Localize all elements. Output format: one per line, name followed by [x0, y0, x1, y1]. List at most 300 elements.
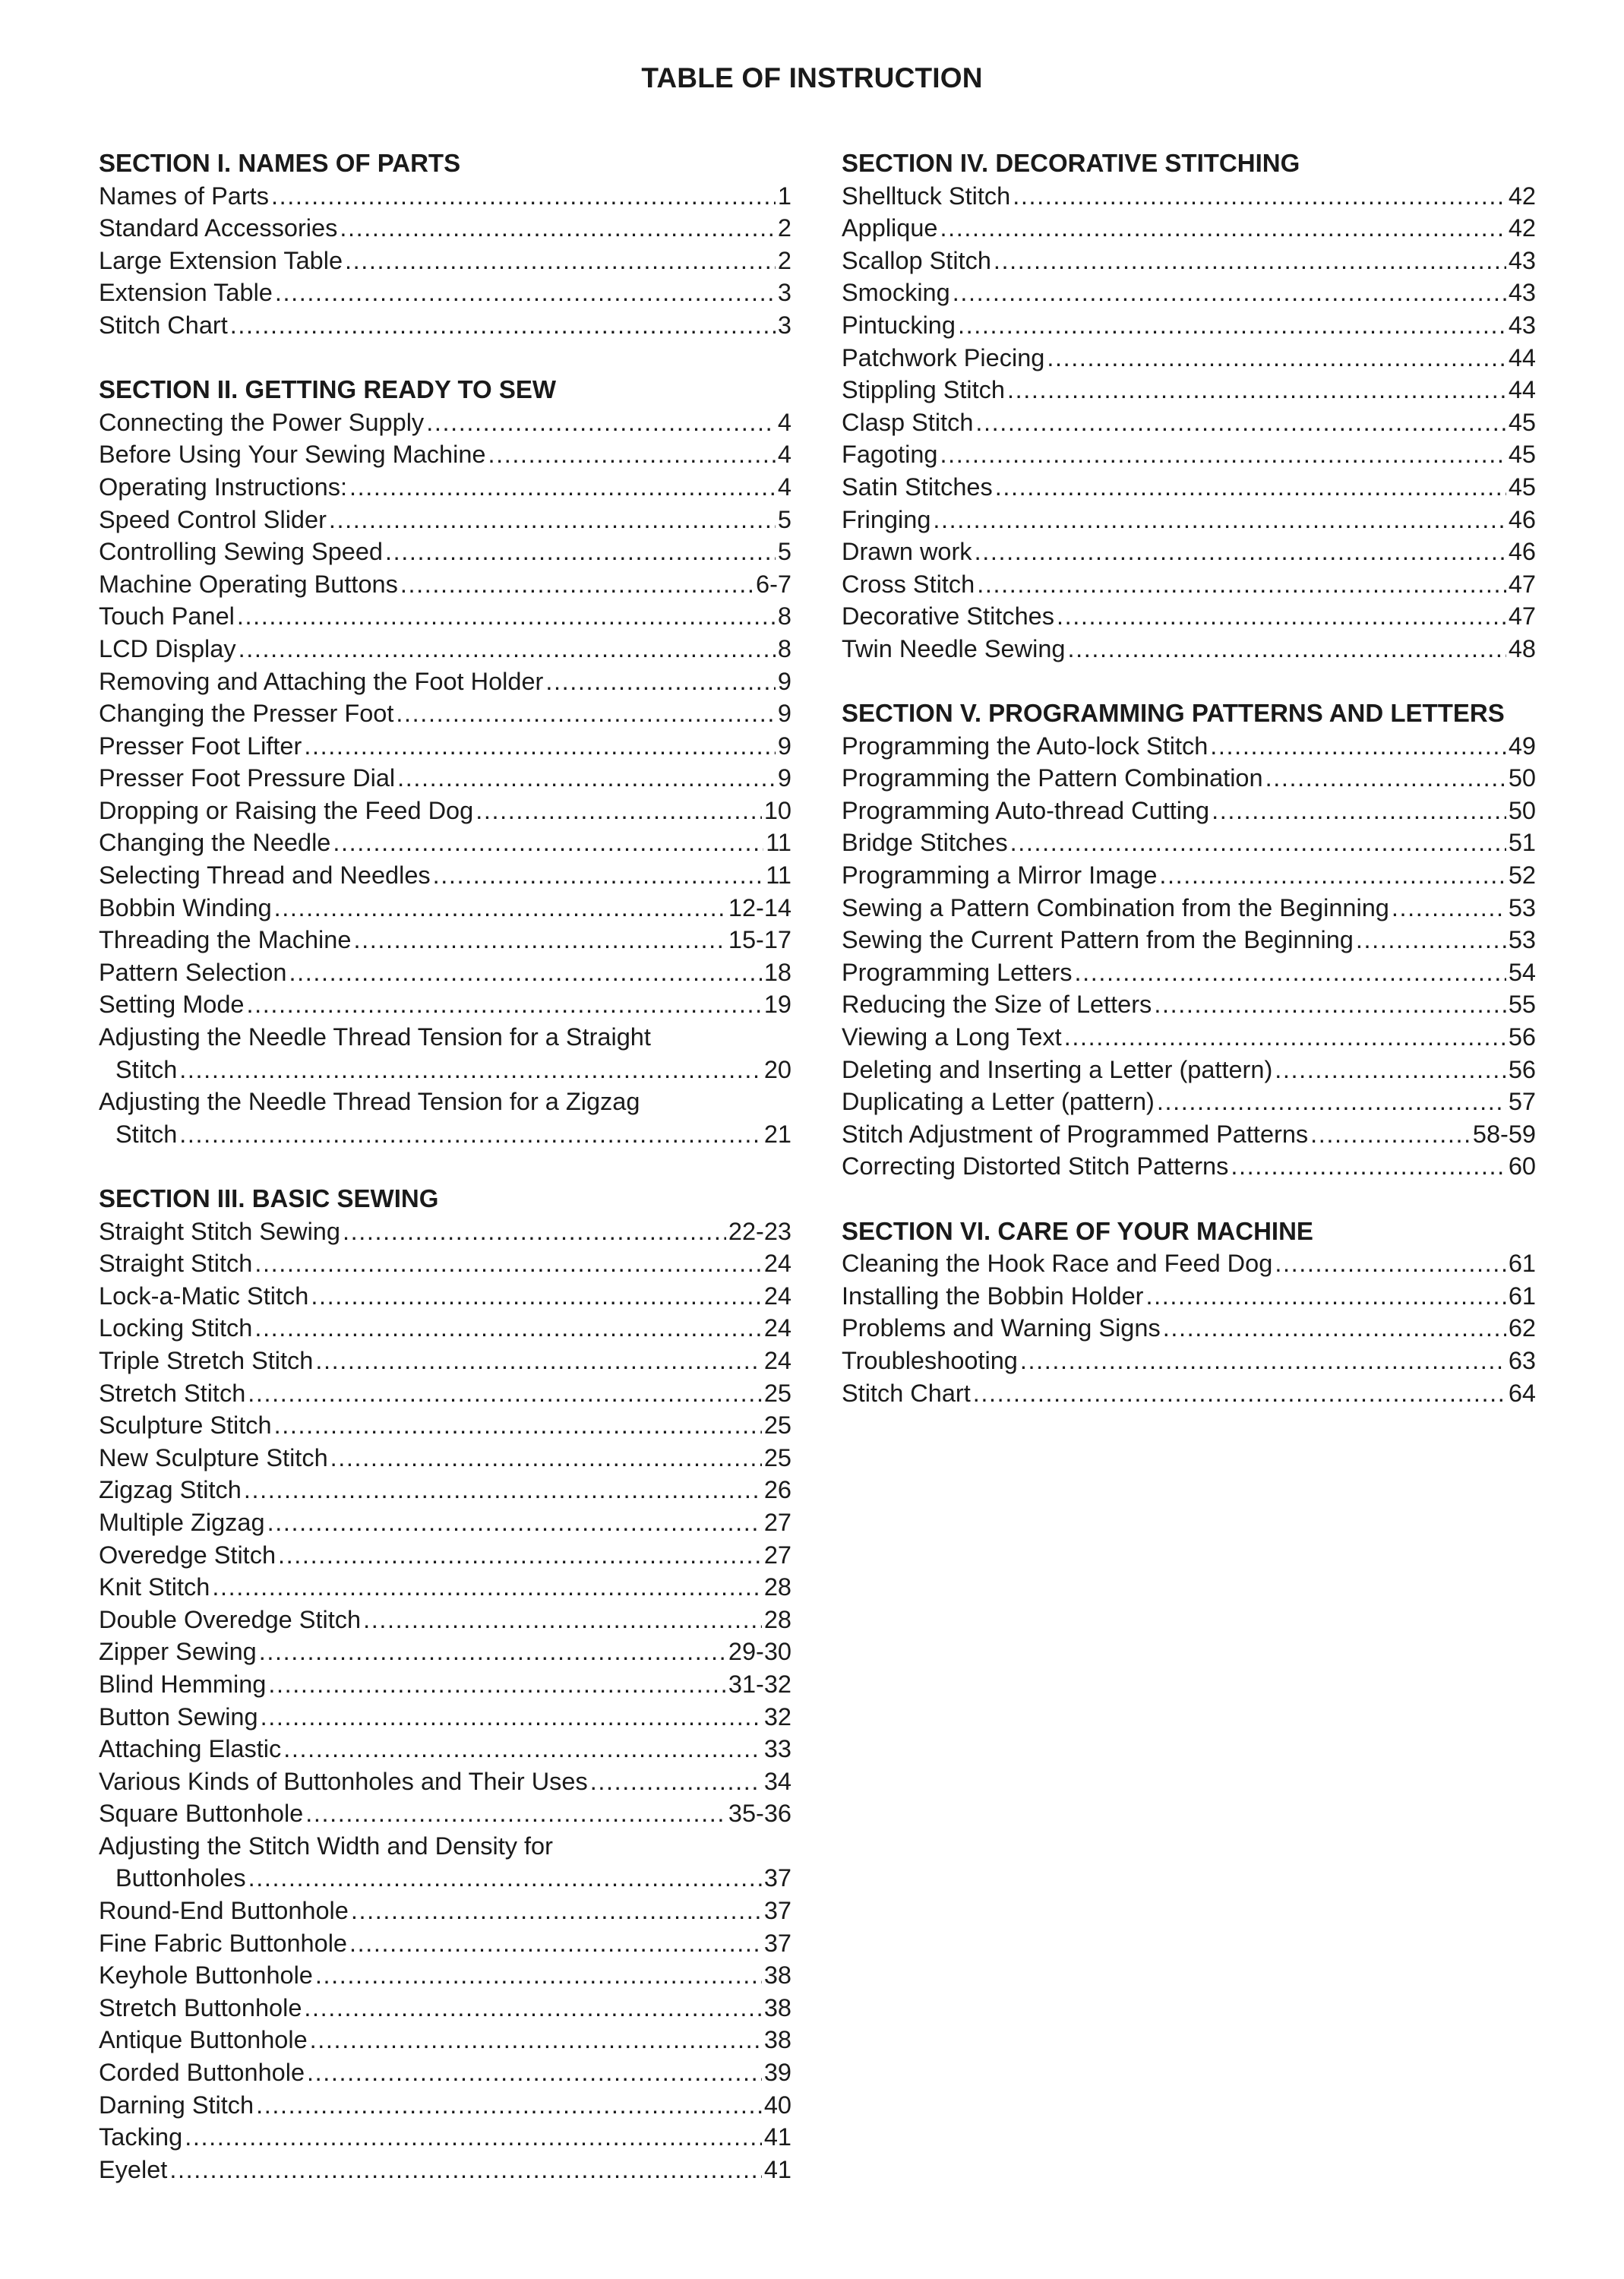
page-number: 37	[763, 1864, 791, 1892]
toc-entry	[842, 1118, 1536, 1151]
toc-entry	[99, 1345, 791, 1377]
toc-entry-label: Changing the Needle	[99, 829, 331, 857]
page-number: 5	[777, 505, 791, 533]
toc-entry-label: Deleting and Inserting a Letter (pattern)	[842, 1055, 1273, 1083]
dot-leader	[289, 956, 762, 989]
toc-entry-label: Stretch Stitch	[99, 1379, 246, 1407]
dot-leader	[239, 633, 776, 665]
page-number: 55	[1508, 991, 1536, 1019]
toc-entry-label: Viewing a Long Text	[842, 1023, 1062, 1051]
page-number: 31-32	[728, 1670, 791, 1698]
dot-leader	[1231, 1150, 1506, 1183]
page-number: 20	[763, 1055, 791, 1083]
page-number: 28	[763, 1605, 791, 1633]
toc-section	[99, 1183, 791, 2186]
page-number: 2	[777, 214, 791, 242]
page-number: 43	[1508, 246, 1536, 274]
toc-entry	[842, 762, 1536, 795]
toc-entry-label: Triple Stretch Stitch	[99, 1346, 314, 1374]
page-number: 60	[1508, 1152, 1536, 1181]
toc-entry-label: Double Overedge Stitch	[99, 1605, 362, 1633]
section-heading: SECTION III. BASIC SEWING	[99, 1184, 439, 1212]
page-number: 25	[763, 1443, 791, 1471]
toc-entry-label: Dropping or Raising the Feed Dog	[99, 796, 474, 824]
dot-leader	[329, 504, 776, 536]
section-heading: SECTION VI. CARE OF YOUR MACHINE	[842, 1216, 1313, 1245]
page-number: 53	[1508, 893, 1536, 921]
toc-entry-label: Stitch Chart	[99, 311, 228, 339]
toc-entry-label: Sewing a Pattern Combination from the Beginning	[842, 893, 1389, 921]
toc-entry	[842, 956, 1536, 989]
toc-entry	[99, 212, 791, 245]
page-number: 27	[763, 1541, 791, 1569]
page-number: 9	[777, 732, 791, 760]
toc-entry-label: Standard Accessories	[99, 214, 338, 242]
section-heading: SECTION I. NAMES OF PARTS	[99, 149, 461, 177]
toc-entry-label: Clasp Stitch	[842, 408, 974, 436]
toc-entry	[842, 1150, 1536, 1183]
page-number: 19	[763, 991, 791, 1019]
page-number: 57	[1508, 1088, 1536, 1116]
toc-entry-label: Applique	[842, 214, 938, 242]
toc-entry-label: Stitch Adjustment of Programmed Patterns	[842, 1120, 1309, 1148]
toc-entry-label: Drawn work	[842, 538, 972, 566]
dot-leader	[363, 1604, 762, 1636]
toc-entry-label: Corded Buttonhole	[99, 2059, 305, 2087]
dot-leader	[315, 1959, 762, 1992]
toc-section	[842, 697, 1536, 1183]
toc-entry	[842, 1377, 1536, 1410]
page-number: 42	[1508, 182, 1536, 210]
toc-entry	[99, 2154, 791, 2186]
page-number: 33	[763, 1735, 791, 1763]
toc-entry	[842, 406, 1536, 439]
dot-leader	[185, 2121, 762, 2154]
toc-entry	[842, 212, 1536, 245]
dot-leader	[274, 1409, 762, 1442]
toc-entry-label: Stitch Chart	[842, 1379, 971, 1407]
dot-leader	[1392, 892, 1506, 925]
toc-entry-label: Stretch Buttonhole	[99, 1993, 302, 2021]
page-number: 52	[1508, 861, 1536, 890]
dot-leader	[400, 568, 754, 601]
toc-entry	[99, 1280, 791, 1313]
page-number: 51	[1508, 829, 1536, 857]
toc-entry	[99, 600, 791, 633]
toc-entry	[99, 568, 791, 601]
toc-entry-label: Scallop Stitch	[842, 246, 991, 274]
dot-leader	[1064, 1021, 1506, 1054]
page-number: 62	[1508, 1314, 1536, 1342]
page-number: 58-59	[1472, 1120, 1536, 1148]
left-column	[99, 147, 791, 2218]
page-number: 35-36	[728, 1800, 791, 1828]
toc-entry	[99, 1474, 791, 1506]
dot-leader	[426, 406, 776, 439]
dot-leader	[268, 1668, 726, 1701]
dot-leader	[248, 1862, 762, 1895]
dot-leader	[345, 245, 776, 277]
toc-entry-label: Straight Stitch Sewing	[99, 1217, 340, 1245]
toc-entry	[99, 504, 791, 536]
page-number: 3	[777, 279, 791, 307]
page-number: 4	[777, 408, 791, 436]
section-heading: SECTION II. GETTING READY TO SEW	[99, 375, 557, 404]
toc-entry-label: Tacking	[99, 2123, 183, 2151]
toc-entry	[842, 180, 1536, 213]
toc-entry	[99, 697, 791, 730]
page-number: 41	[763, 2155, 791, 2183]
toc-entry-label: Changing the Presser Foot	[99, 700, 394, 728]
page-number: 9	[777, 764, 791, 792]
page-number: 41	[763, 2123, 791, 2151]
dot-leader	[397, 762, 776, 795]
dot-leader	[244, 1474, 762, 1506]
toc-entry-label: Adjusting the Stitch Width and Density for	[99, 1832, 553, 1860]
dot-leader	[1020, 1345, 1506, 1377]
dot-leader	[256, 2089, 762, 2122]
toc-entry	[99, 406, 791, 439]
toc-entry	[99, 730, 791, 763]
page-number: 61	[1508, 1250, 1536, 1278]
page-number: 49	[1508, 732, 1536, 760]
toc-entry-label: Troubleshooting	[842, 1346, 1018, 1374]
page-number: 43	[1508, 279, 1536, 307]
page-number: 37	[763, 1929, 791, 1957]
dot-leader	[304, 1992, 761, 2025]
dot-leader	[267, 1506, 762, 1539]
toc-entry	[842, 633, 1536, 665]
dot-leader	[261, 1701, 762, 1734]
page-number: 40	[763, 2091, 791, 2119]
toc-entry-label: Duplicating a Letter (pattern)	[842, 1088, 1155, 1116]
toc-entry	[842, 309, 1536, 342]
toc-entry	[99, 2089, 791, 2122]
toc-entry	[99, 924, 791, 956]
dot-leader	[1010, 827, 1506, 859]
section-heading: SECTION V. PROGRAMMING PATTERNS AND LETTERS	[842, 699, 1505, 728]
page-number: 53	[1508, 926, 1536, 954]
dot-leader	[349, 471, 776, 504]
page-number: 6-7	[756, 570, 791, 598]
dot-leader	[385, 536, 776, 568]
page-number: 15-17	[728, 926, 791, 954]
toc-entry	[99, 1377, 791, 1410]
page-number: 9	[777, 700, 791, 728]
toc-entry-label: Square Buttonhole	[99, 1800, 304, 1828]
page-number: 50	[1508, 796, 1536, 824]
toc-entry	[99, 438, 791, 471]
toc-entry	[99, 795, 791, 827]
toc-entry-label: Stippling Stitch	[842, 376, 1005, 404]
right-column	[842, 147, 1536, 1442]
toc-entry-continuation: Stitch	[115, 1120, 178, 1148]
dot-leader	[353, 924, 725, 956]
toc-entry	[99, 1312, 791, 1345]
page-number: 34	[763, 1767, 791, 1795]
toc-entry	[99, 245, 791, 277]
toc-entry	[99, 1636, 791, 1668]
dot-leader	[230, 309, 776, 342]
toc-entry	[99, 1215, 791, 1248]
toc-entry	[99, 1765, 791, 1798]
page-number: 25	[763, 1379, 791, 1407]
toc-entry	[99, 2024, 791, 2056]
toc-entry	[99, 1506, 791, 1539]
toc-entry	[99, 2121, 791, 2154]
toc-entry-label: Knit Stitch	[99, 1573, 210, 1601]
dot-leader	[310, 2024, 762, 2056]
dot-leader	[1275, 1054, 1506, 1086]
page-number: 27	[763, 1508, 791, 1536]
dot-leader	[274, 892, 726, 925]
dot-leader	[1057, 600, 1506, 633]
page-number: 45	[1508, 473, 1536, 501]
page-number: 46	[1508, 538, 1536, 566]
dot-leader	[958, 309, 1506, 342]
section-heading: SECTION IV. DECORATIVE STITCHING	[842, 149, 1300, 177]
page-number: 38	[763, 2026, 791, 2054]
dot-leader	[1265, 762, 1506, 795]
toc-entry-label: Speed Control Slider	[99, 505, 327, 533]
toc-entry-label: Straight Stitch	[99, 1250, 253, 1278]
toc-entry	[842, 504, 1536, 536]
toc-entry-label: Programming Auto-thread Cutting	[842, 796, 1210, 824]
toc-entry	[99, 665, 791, 698]
page-number: 47	[1508, 602, 1536, 631]
page-number: 29-30	[728, 1638, 791, 1666]
page-number: 10	[763, 796, 791, 824]
toc-entry-label: Satin Stitches	[842, 473, 993, 501]
toc-entry	[842, 924, 1536, 956]
dot-leader	[977, 568, 1506, 601]
toc-section	[842, 147, 1536, 665]
toc-entry-label: Pattern Selection	[99, 958, 287, 986]
toc-entry	[99, 859, 791, 892]
toc-entry-label: Bobbin Winding	[99, 893, 272, 921]
page-number: 2	[777, 246, 791, 274]
toc-entry	[842, 1280, 1536, 1313]
toc-entry	[99, 1054, 791, 1086]
toc-entry-label: Programming Letters	[842, 958, 1073, 986]
toc-entry	[99, 1571, 791, 1604]
toc-entry	[99, 309, 791, 342]
toc-section	[842, 1215, 1536, 1410]
dot-leader	[1157, 1086, 1506, 1118]
dot-leader	[247, 988, 762, 1021]
page-number: 11	[766, 829, 791, 857]
page-number: 38	[763, 1993, 791, 2021]
dot-leader	[545, 665, 776, 698]
toc-entry	[99, 1668, 791, 1701]
toc-entry	[842, 374, 1536, 406]
toc-entry	[99, 1247, 791, 1280]
toc-entry	[99, 1992, 791, 2025]
toc-entry-label: Connecting the Power Supply	[99, 408, 425, 436]
toc-entry	[842, 1054, 1536, 1086]
toc-entry-label: New Sculpture Stitch	[99, 1443, 328, 1471]
toc-entry	[842, 471, 1536, 504]
page-number: 1	[777, 182, 791, 210]
page-number: 24	[763, 1282, 791, 1310]
toc-entry	[99, 1442, 791, 1475]
toc-entry-label: Fringing	[842, 505, 931, 533]
toc-entry-label: Zigzag Stitch	[99, 1476, 242, 1504]
toc-entry-label: Decorative Stitches	[842, 602, 1054, 631]
toc-entry-label: Blind Hemming	[99, 1670, 267, 1698]
toc-entry-label: Removing and Attaching the Foot Holder	[99, 667, 544, 695]
toc-entry-label: Fagoting	[842, 441, 938, 469]
toc-entry-label: Before Using Your Sewing Machine	[99, 441, 486, 469]
page-number: 3	[777, 311, 791, 339]
dot-leader	[304, 730, 776, 763]
page-number: 12-14	[728, 893, 791, 921]
dot-leader	[169, 2154, 762, 2186]
toc-entry	[842, 245, 1536, 277]
dot-leader	[179, 1118, 762, 1151]
dot-leader	[396, 697, 776, 730]
dot-leader	[488, 438, 775, 471]
toc-entry-label: Shelltuck Stitch	[842, 182, 1011, 210]
dot-leader	[1013, 180, 1506, 213]
toc-entry-label: Attaching Elastic	[99, 1735, 282, 1763]
toc-entry	[842, 1247, 1536, 1280]
dot-leader	[1310, 1118, 1471, 1151]
dot-leader	[254, 1247, 762, 1280]
page-number: 11	[766, 861, 791, 890]
toc-entry	[842, 438, 1536, 471]
page-number: 43	[1508, 311, 1536, 339]
toc-entry	[99, 1409, 791, 1442]
toc-entry	[842, 536, 1536, 568]
dot-leader	[349, 1927, 762, 1960]
dot-leader	[1212, 795, 1506, 827]
dot-leader	[315, 1345, 761, 1377]
toc-entry-label: LCD Display	[99, 634, 236, 662]
page-number: 38	[763, 1961, 791, 1990]
toc-entry-label: Zipper Sewing	[99, 1638, 257, 1666]
dot-leader	[254, 1312, 762, 1345]
dot-leader	[311, 1280, 762, 1313]
toc-entry-continuation: Stitch	[115, 1055, 178, 1083]
toc-entry-label: Round-End Buttonhole	[99, 1897, 349, 1925]
toc-entry	[99, 1797, 791, 1830]
toc-section	[99, 147, 791, 342]
page-number: 42	[1508, 214, 1536, 242]
toc-entry-label: Cleaning the Hook Race and Feed Dog	[842, 1250, 1273, 1278]
toc-entry	[842, 1021, 1536, 1054]
page-number: 45	[1508, 441, 1536, 469]
toc-entry	[99, 827, 791, 859]
dot-leader	[1275, 1247, 1506, 1280]
page-number: 4	[777, 473, 791, 501]
page-number: 28	[763, 1573, 791, 1601]
toc-entry-label: Extension Table	[99, 279, 273, 307]
toc-entry-label: Twin Needle Sewing	[842, 634, 1066, 662]
dot-leader	[1163, 1312, 1506, 1345]
page-number: 56	[1508, 1023, 1536, 1051]
page-number: 4	[777, 441, 791, 469]
toc-entry-label: Programming the Auto-lock Stitch	[842, 732, 1209, 760]
toc-entry-label: Names of Parts	[99, 182, 269, 210]
dot-leader	[212, 1571, 762, 1604]
toc-entry-label: Pintucking	[842, 311, 956, 339]
toc-entry-label: Cross Stitch	[842, 570, 975, 598]
toc-entry-label: Patchwork Piecing	[842, 343, 1045, 371]
toc-entry	[99, 988, 791, 1021]
toc-entry-label: Fine Fabric Buttonhole	[99, 1929, 347, 1957]
toc-entry-label: Multiple Zigzag	[99, 1508, 265, 1536]
toc-entry	[842, 1312, 1536, 1345]
dot-leader	[271, 180, 776, 213]
page-number: 37	[763, 1897, 791, 1925]
page-number: 48	[1508, 634, 1536, 662]
dot-leader	[940, 212, 1506, 245]
toc-entry-label: Reducing the Size of Letters	[842, 991, 1152, 1019]
toc-entry-label: Button Sewing	[99, 1702, 258, 1731]
toc-entry	[99, 1733, 791, 1765]
toc-entry	[842, 892, 1536, 925]
page-number: 25	[763, 1411, 791, 1440]
dot-leader	[975, 406, 1506, 439]
dot-leader	[1007, 374, 1506, 406]
toc-entry-label: Smocking	[842, 279, 950, 307]
toc-entry	[99, 1927, 791, 1960]
toc-entry-label: Selecting Thread and Needles	[99, 861, 431, 890]
toc-entry-label: Sewing the Current Pattern from the Beginning	[842, 926, 1354, 954]
toc-entry-continuation: Buttonholes	[115, 1864, 246, 1892]
page-number: 64	[1508, 1379, 1536, 1407]
page-number: 50	[1508, 764, 1536, 792]
dot-leader	[340, 212, 776, 245]
toc-entry	[842, 1345, 1536, 1377]
toc-entry	[842, 795, 1536, 827]
dot-leader	[1074, 956, 1506, 989]
toc-entry	[99, 1604, 791, 1636]
toc-entry	[99, 1895, 791, 1927]
dot-leader	[307, 2056, 762, 2089]
dot-leader	[179, 1054, 762, 1086]
toc-entry-label: Large Extension Table	[99, 246, 343, 274]
toc-entry	[99, 892, 791, 925]
toc-entry-label: Antique Buttonhole	[99, 2026, 308, 2054]
toc-entry-label: Correcting Distorted Stitch Patterns	[842, 1152, 1229, 1181]
toc-entry	[99, 2056, 791, 2089]
toc-entry	[99, 633, 791, 665]
page-number: 24	[763, 1314, 791, 1342]
toc-entry-label: Touch Panel	[99, 602, 235, 631]
dot-leader	[995, 471, 1506, 504]
dot-leader	[1154, 988, 1506, 1021]
toc-entry-label: Overedge Stitch	[99, 1541, 276, 1569]
page-number: 44	[1508, 376, 1536, 404]
dot-leader	[248, 1377, 762, 1410]
toc-entry	[842, 988, 1536, 1021]
dot-leader	[283, 1733, 762, 1765]
toc-entry-label: Darning Stitch	[99, 2091, 254, 2119]
dot-leader	[1210, 730, 1506, 763]
page-number: 44	[1508, 343, 1536, 371]
dot-leader	[433, 859, 764, 892]
toc-entry	[842, 277, 1536, 309]
toc-entry-label: Threading the Machine	[99, 926, 352, 954]
toc-entry-label: Problems and Warning Signs	[842, 1314, 1161, 1342]
page-number: 22-23	[728, 1217, 791, 1245]
page-number: 45	[1508, 408, 1536, 436]
toc-entry	[842, 342, 1536, 375]
dot-leader	[940, 438, 1506, 471]
dot-leader	[933, 504, 1506, 536]
